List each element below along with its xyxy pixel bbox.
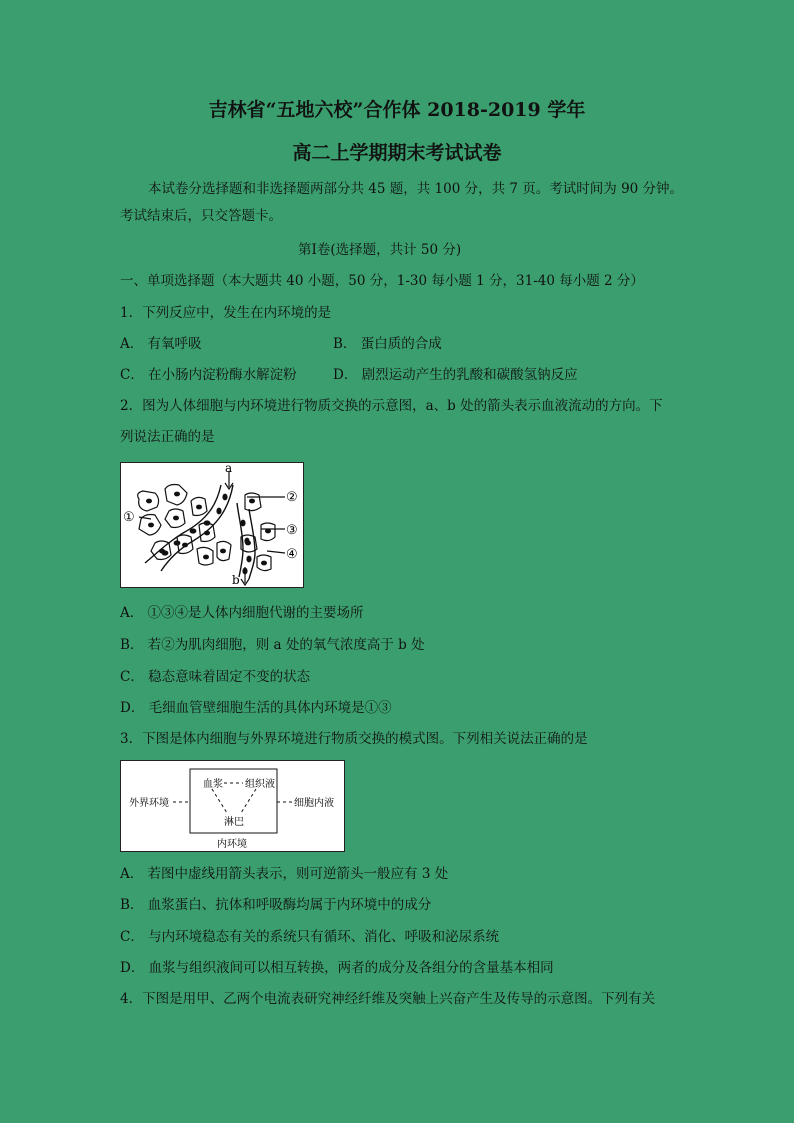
q1-option-b: B． 蛋白质的合成 — [333, 336, 442, 352]
section-heading: 第Ⅰ卷(选择题，共计 50 分) — [298, 242, 462, 258]
fig-internal-env: 内环境 — [217, 839, 247, 850]
q2-option-c: C． 稳态意味着固定不变的状态 — [120, 669, 311, 685]
q3-option-d: D． 血浆与组织液间可以相互转换，两者的成分及各组分的含量基本相同 — [120, 960, 554, 976]
q3-option-c: C． 与内环境稳态有关的系统只有循环、消化、呼吸和泌尿系统 — [120, 929, 500, 945]
fig-label-4: ④ — [286, 547, 298, 562]
q4-stem: 4．下图是用甲、乙两个电流表研究神经纤维及突触上兴奋产生及传导的示意图。下列有关 — [120, 991, 656, 1007]
internal-environment-diagram — [121, 761, 344, 851]
q1-option-c: C． 在小肠内淀粉酶水解淀粉 — [120, 367, 297, 383]
q2-option-d: D． 毛细血管壁细胞生活的具体内环境是①③ — [120, 700, 392, 716]
q1-option-d: D． 剧烈运动产生的乳酸和碳酸氢钠反应 — [333, 367, 578, 383]
cell-exchange-diagram — [121, 463, 303, 587]
page-title-2: 高二上学期期末考试试卷 — [292, 142, 502, 164]
q2-stem-2: 列说法正确的是 — [120, 429, 215, 445]
fig-label-2: ② — [286, 490, 298, 505]
q2-option-b: B． 若②为肌肉细胞，则 a 处的氧气浓度高于 b 处 — [120, 637, 425, 653]
fig-label-b: b — [232, 573, 240, 587]
page-title-1: 吉林省“五地六校”合作体 2018-2019 学年 — [208, 99, 586, 121]
fig-lymph: 淋巴 — [224, 817, 244, 828]
q3-stem: 3．下图是体内细胞与外界环境进行物质交换的模式图。下列相关说法正确的是 — [120, 731, 588, 747]
q3-option-b: B． 血浆蛋白、抗体和呼吸酶均属于内环境中的成分 — [120, 897, 432, 913]
fig-intracellular-fluid: 细胞内液 — [294, 798, 334, 809]
q1-option-a: A． 有氧呼吸 — [120, 336, 202, 352]
fig-plasma: 血浆 — [203, 779, 223, 790]
fig-outer-env: 外界环境 — [129, 798, 169, 809]
fig-label-3: ③ — [286, 523, 298, 538]
intro-line-1: 本试卷分选择题和非选择题两部分共 45 题，共 100 分，共 7 页。考试时间为 90 分钟。 — [148, 181, 684, 197]
intro-line-2: 考试结束后，只交答题卡。 — [120, 208, 282, 224]
q2-stem-1: 2．图为人体细胞与内环境进行物质交换的示意图，a、b 处的箭头表示血液流动的方向。下 — [120, 398, 663, 414]
fig-tissue-fluid: 组织液 — [245, 779, 275, 790]
q1-stem: 1．下列反应中，发生在内环境的是 — [120, 305, 332, 321]
q3-option-a: A． 若图中虚线用箭头表示，则可逆箭头一般应有 3 处 — [120, 866, 449, 882]
q2-option-a: A． ①③④是人体内细胞代谢的主要场所 — [120, 605, 364, 621]
internal-environment-figure — [120, 760, 345, 852]
fig-label-1: ① — [123, 510, 135, 525]
fig-label-a: a — [225, 463, 233, 475]
cell-exchange-figure — [120, 462, 304, 588]
part-heading: 一、单项选择题（本大题共 40 小题，50 分，1-30 每小题 1 分，31-40 每小题 2 分） — [120, 273, 644, 289]
